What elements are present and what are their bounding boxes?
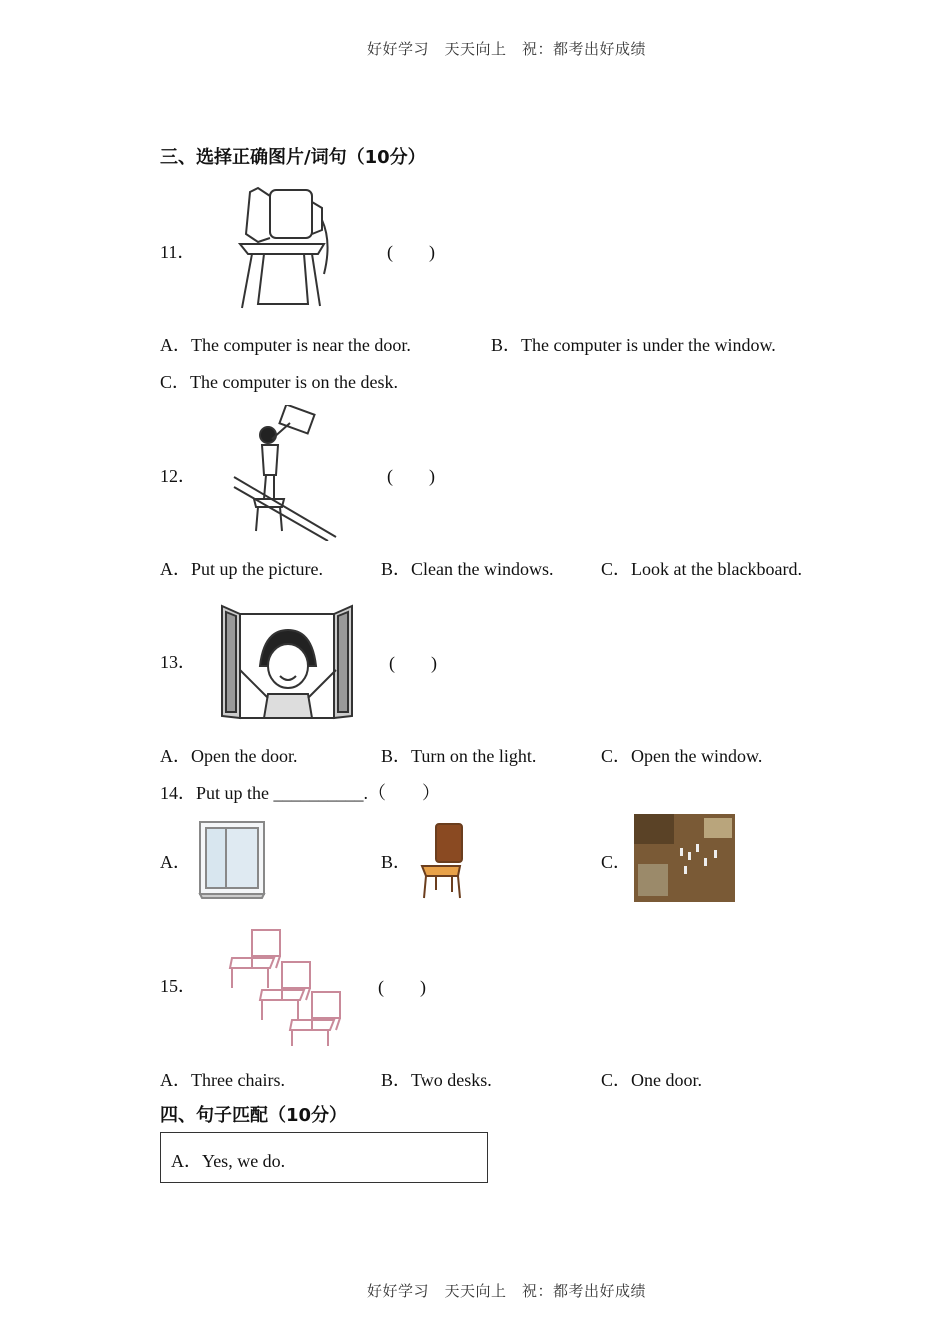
q14-option-c-label[interactable]: C． [601,852,632,872]
q15-number: 15． [160,976,196,996]
q15-option-b[interactable]: B．Two desks. [381,1070,492,1090]
q11-answer-paren[interactable]: ( ) [387,242,435,262]
q15-answer-paren[interactable]: ( ) [378,977,426,997]
q12-option-c[interactable]: C．Look at the blackboard. [601,559,802,579]
girl-opening-window-image [220,600,354,722]
game-scene-picture-image[interactable] [634,814,735,902]
q13-option-b[interactable]: B．Turn on the light. [381,746,537,766]
q12-option-a[interactable]: A．Put up the picture. [160,559,323,579]
q11-option-a[interactable]: A．The computer is near the door. [160,335,411,355]
section-3-title: 三、选择正确图片/词句（10分） [160,147,426,168]
q12-number: 12． [160,466,196,486]
q11-number: 11． [160,242,196,262]
q14-option-a-label[interactable]: A． [160,852,191,872]
match-options-box [160,1132,488,1183]
q15-option-c[interactable]: C．One door. [601,1070,702,1090]
section-4-title: 四、句子匹配（10分） [160,1105,348,1126]
computer-on-desk-image [228,182,338,312]
boy-putting-up-picture-image [232,405,342,541]
q13-number: 13． [160,652,196,672]
q13-option-c[interactable]: C．Open the window. [601,746,763,766]
page-header: 好好学习 天天向上 祝：都考出好成绩 [367,40,647,58]
window-image[interactable] [196,818,268,900]
three-chairs-image [222,924,348,1048]
chair-image[interactable] [418,820,468,900]
q11-option-b[interactable]: B．The computer is under the window. [491,335,776,355]
q13-answer-paren[interactable]: ( ) [389,653,437,673]
q14-option-b-label[interactable]: B． [381,852,412,872]
q15-option-a[interactable]: A．Three chairs. [160,1070,285,1090]
q13-option-a[interactable]: A．Open the door. [160,746,298,766]
q12-option-b[interactable]: B．Clean the windows. [381,559,554,579]
q14-stem: 14．Put up the __________.（ ） [160,783,441,803]
q12-answer-paren[interactable]: ( ) [387,466,435,486]
q11-option-c[interactable]: C．The computer is on the desk. [160,372,398,392]
match-option-a[interactable]: A．Yes, we do. [171,1151,286,1171]
page-footer: 好好学习 天天向上 祝：都考出好成绩 [367,1282,647,1300]
